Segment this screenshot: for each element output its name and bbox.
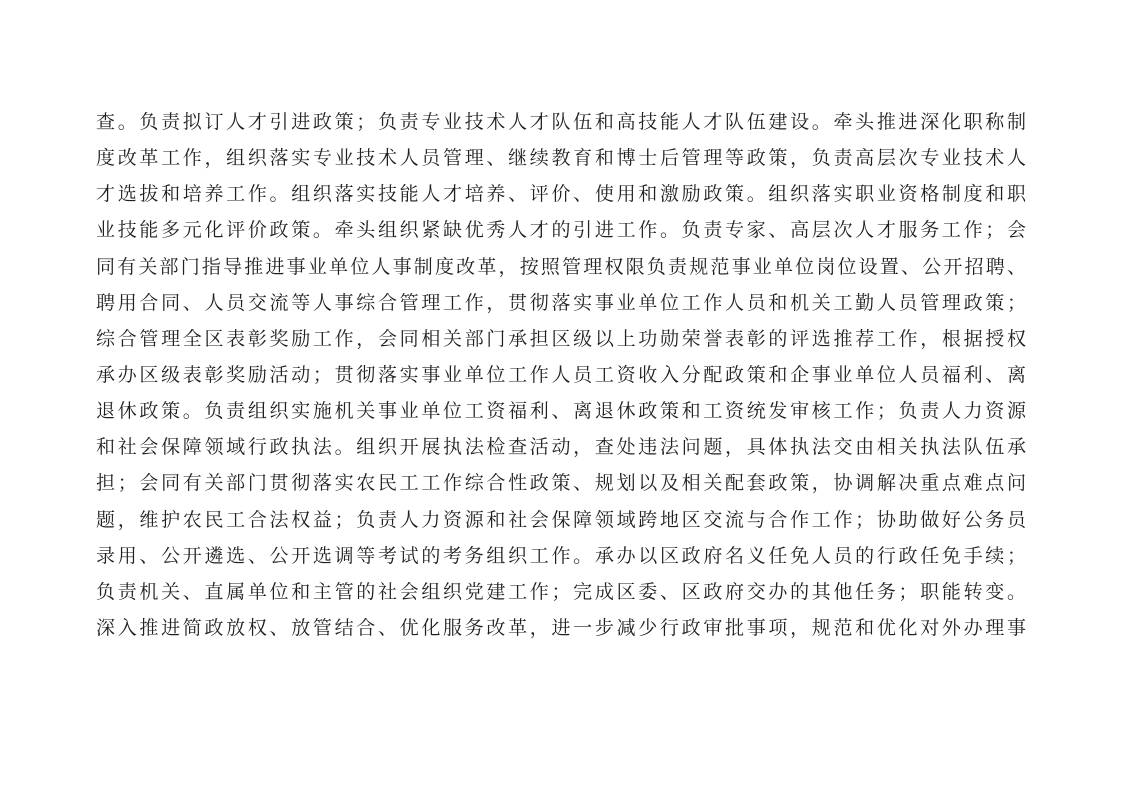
text-line: 综合管理全区表彰奖励工作，会同相关部门承担区级以上功勋荣誉表彰的评选推荐工作，根据授权 bbox=[96, 327, 1026, 350]
text-line: 和社会保障领域行政执法。组织开展执法检查活动，查处违法问题，具体执法交由相关执法队伍承 bbox=[96, 436, 1026, 459]
text-line: 承办区级表彰奖励活动；贯彻落实事业单位工作人员工资收入分配政策和企事业单位人员福利、离 bbox=[96, 363, 1026, 386]
body-paragraph bbox=[96, 104, 1036, 646]
text-line: 题，维护农民工合法权益；负责人力资源和社会保障领域跨地区交流与合作工作；协助做好公务员 bbox=[96, 508, 1026, 531]
text-line: 查。负责拟订人才引进政策；负责专业技术人才队伍和高技能人才队伍建设。牵头推进深化职称制 bbox=[96, 111, 1026, 133]
text-line: 担；会同有关部门贯彻落实农民工工作综合性政策、规划以及相关配套政策，协调解决重点难点问 bbox=[96, 472, 1026, 495]
text-line: 度改革工作，组织落实专业技术人员管理、继续教育和博士后管理等政策，负责高层次专业技术人 bbox=[96, 147, 1026, 170]
text-line: 才选拔和培养工作。组织落实技能人才培养、评价、使用和激励政策。组织落实职业资格制度和职 bbox=[96, 183, 1026, 206]
text-line: 录用、公开遴选、公开选调等考试的考务组织工作。承办以区政府名义任免人员的行政任免手续； bbox=[96, 544, 1026, 567]
text-line: 深入推进简政放权、放管结合、优化服务改革，进一步减少行政审批事项，规范和优化对外办理事 bbox=[96, 616, 1026, 639]
text-line: 退休政策。负责组织实施机关事业单位工资福利、离退休政策和工资统发审核工作；负责人力资源 bbox=[96, 400, 1026, 423]
text-line: 业技能多元化评价政策。牵头组织紧缺优秀人才的引进工作。负责专家、高层次人才服务工作；会 bbox=[96, 219, 1026, 242]
text-line: 负责机关、直属单位和主管的社会组织党建工作；完成区委、区政府交办的其他任务；职能转变。 bbox=[96, 580, 1026, 603]
text-line: 同有关部门指导推进事业单位人事制度改革，按照管理权限负责规范事业单位岗位设置、公开招聘、 bbox=[96, 255, 1026, 278]
text-line: 聘用合同、人员交流等人事综合管理工作，贯彻落实事业单位工作人员和机关工勤人员管理政策； bbox=[96, 291, 1026, 314]
